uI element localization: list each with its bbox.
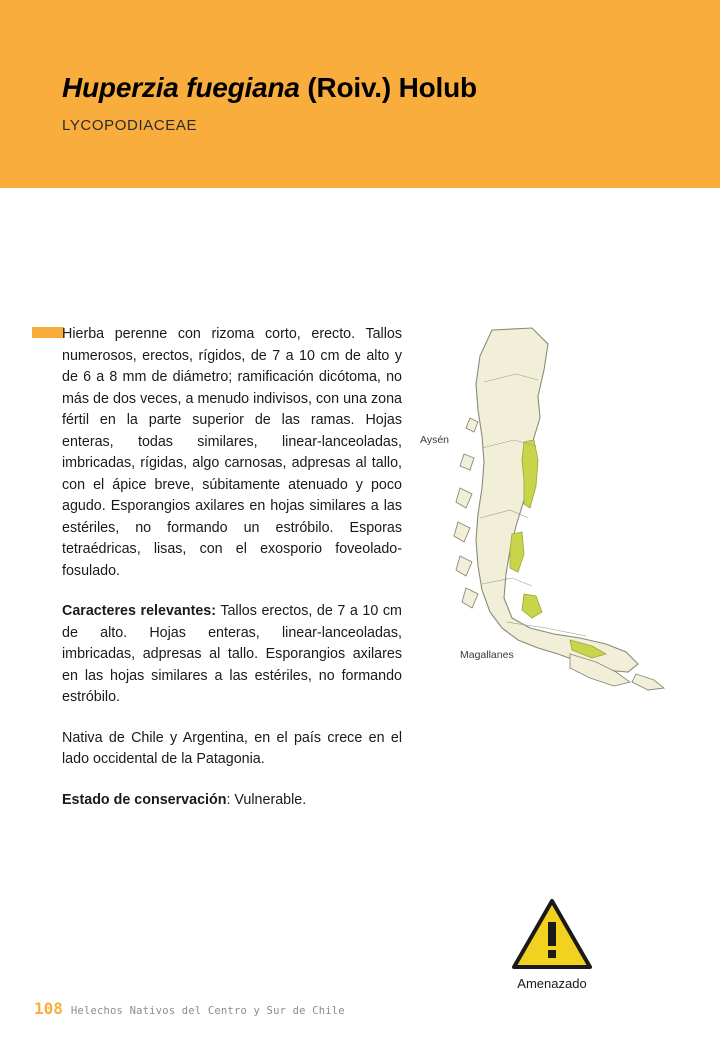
relevant-characters-text: Tallos erectos, de 7 a 10 cm de alto. Hojas enteras, linear-lanceoladas, imbricadas, adpresas al tallo. Esporangios axilares en las hojas similares a las estériles, no formando estróbilo.: [62, 603, 402, 705]
species-authority: (Roiv.) Holub: [307, 72, 477, 103]
species-scientific-name: Huperzia fuegiana: [62, 72, 300, 103]
status-badge: Amenazado: [517, 976, 587, 991]
family-name: LYCOPODIACEAE: [62, 117, 198, 134]
footer: [34, 999, 345, 1018]
conservation-label: Estado de conservación: [62, 791, 227, 808]
description-column: [62, 324, 402, 811]
page-title: [62, 72, 477, 104]
accent-bar: [32, 327, 64, 338]
description-main: Hierba perenne con rizoma corto, erecto. Tallos numerosos, erectos, rígidos, de 7 a 10 cm de alto y de 6 a 8 mm de diámetro; ramificación dicótoma, no más de dos veces, a menudo indivisos, con una zona fértil en la parte superior de las ramas. Hojas enteras, todas similares, linear-lanceoladas, imbricadas, rígidas, algo carnosas, adpresas al tallo, con el ápice breve, súbitamente atenuado y poco agudo. Esporangios axilares en hojas similares a las estériles, no formando un estróbilo. Esporas tetraédricas, lisas, con el exosporio foveolado-fosulado.: [62, 326, 402, 579]
map-graphic: [420, 322, 695, 697]
warning-triangle-icon: [512, 898, 592, 970]
map-label-aysen: Aysén: [420, 434, 449, 446]
page-number: 108: [34, 999, 63, 1018]
footer-book-title: Helechos Nativos del Centro y Sur de Chile: [70, 1005, 345, 1017]
map-label-magallanes: Magallanes: [460, 649, 514, 661]
distribution-paragraph: Nativa de Chile y Argentina, en el país crece en el lado occidental de la Patagonia.: [62, 729, 402, 767]
map-landmass: [454, 328, 664, 690]
conservation-value: : Vulnerable.: [226, 791, 307, 808]
relevant-characters-paragraph: [62, 601, 402, 709]
distribution-map: [420, 322, 695, 697]
relevant-characters-label: Caracteres relevantes:: [62, 603, 216, 619]
conservation-status-block: [497, 898, 607, 991]
conservation-paragraph: [62, 790, 402, 812]
